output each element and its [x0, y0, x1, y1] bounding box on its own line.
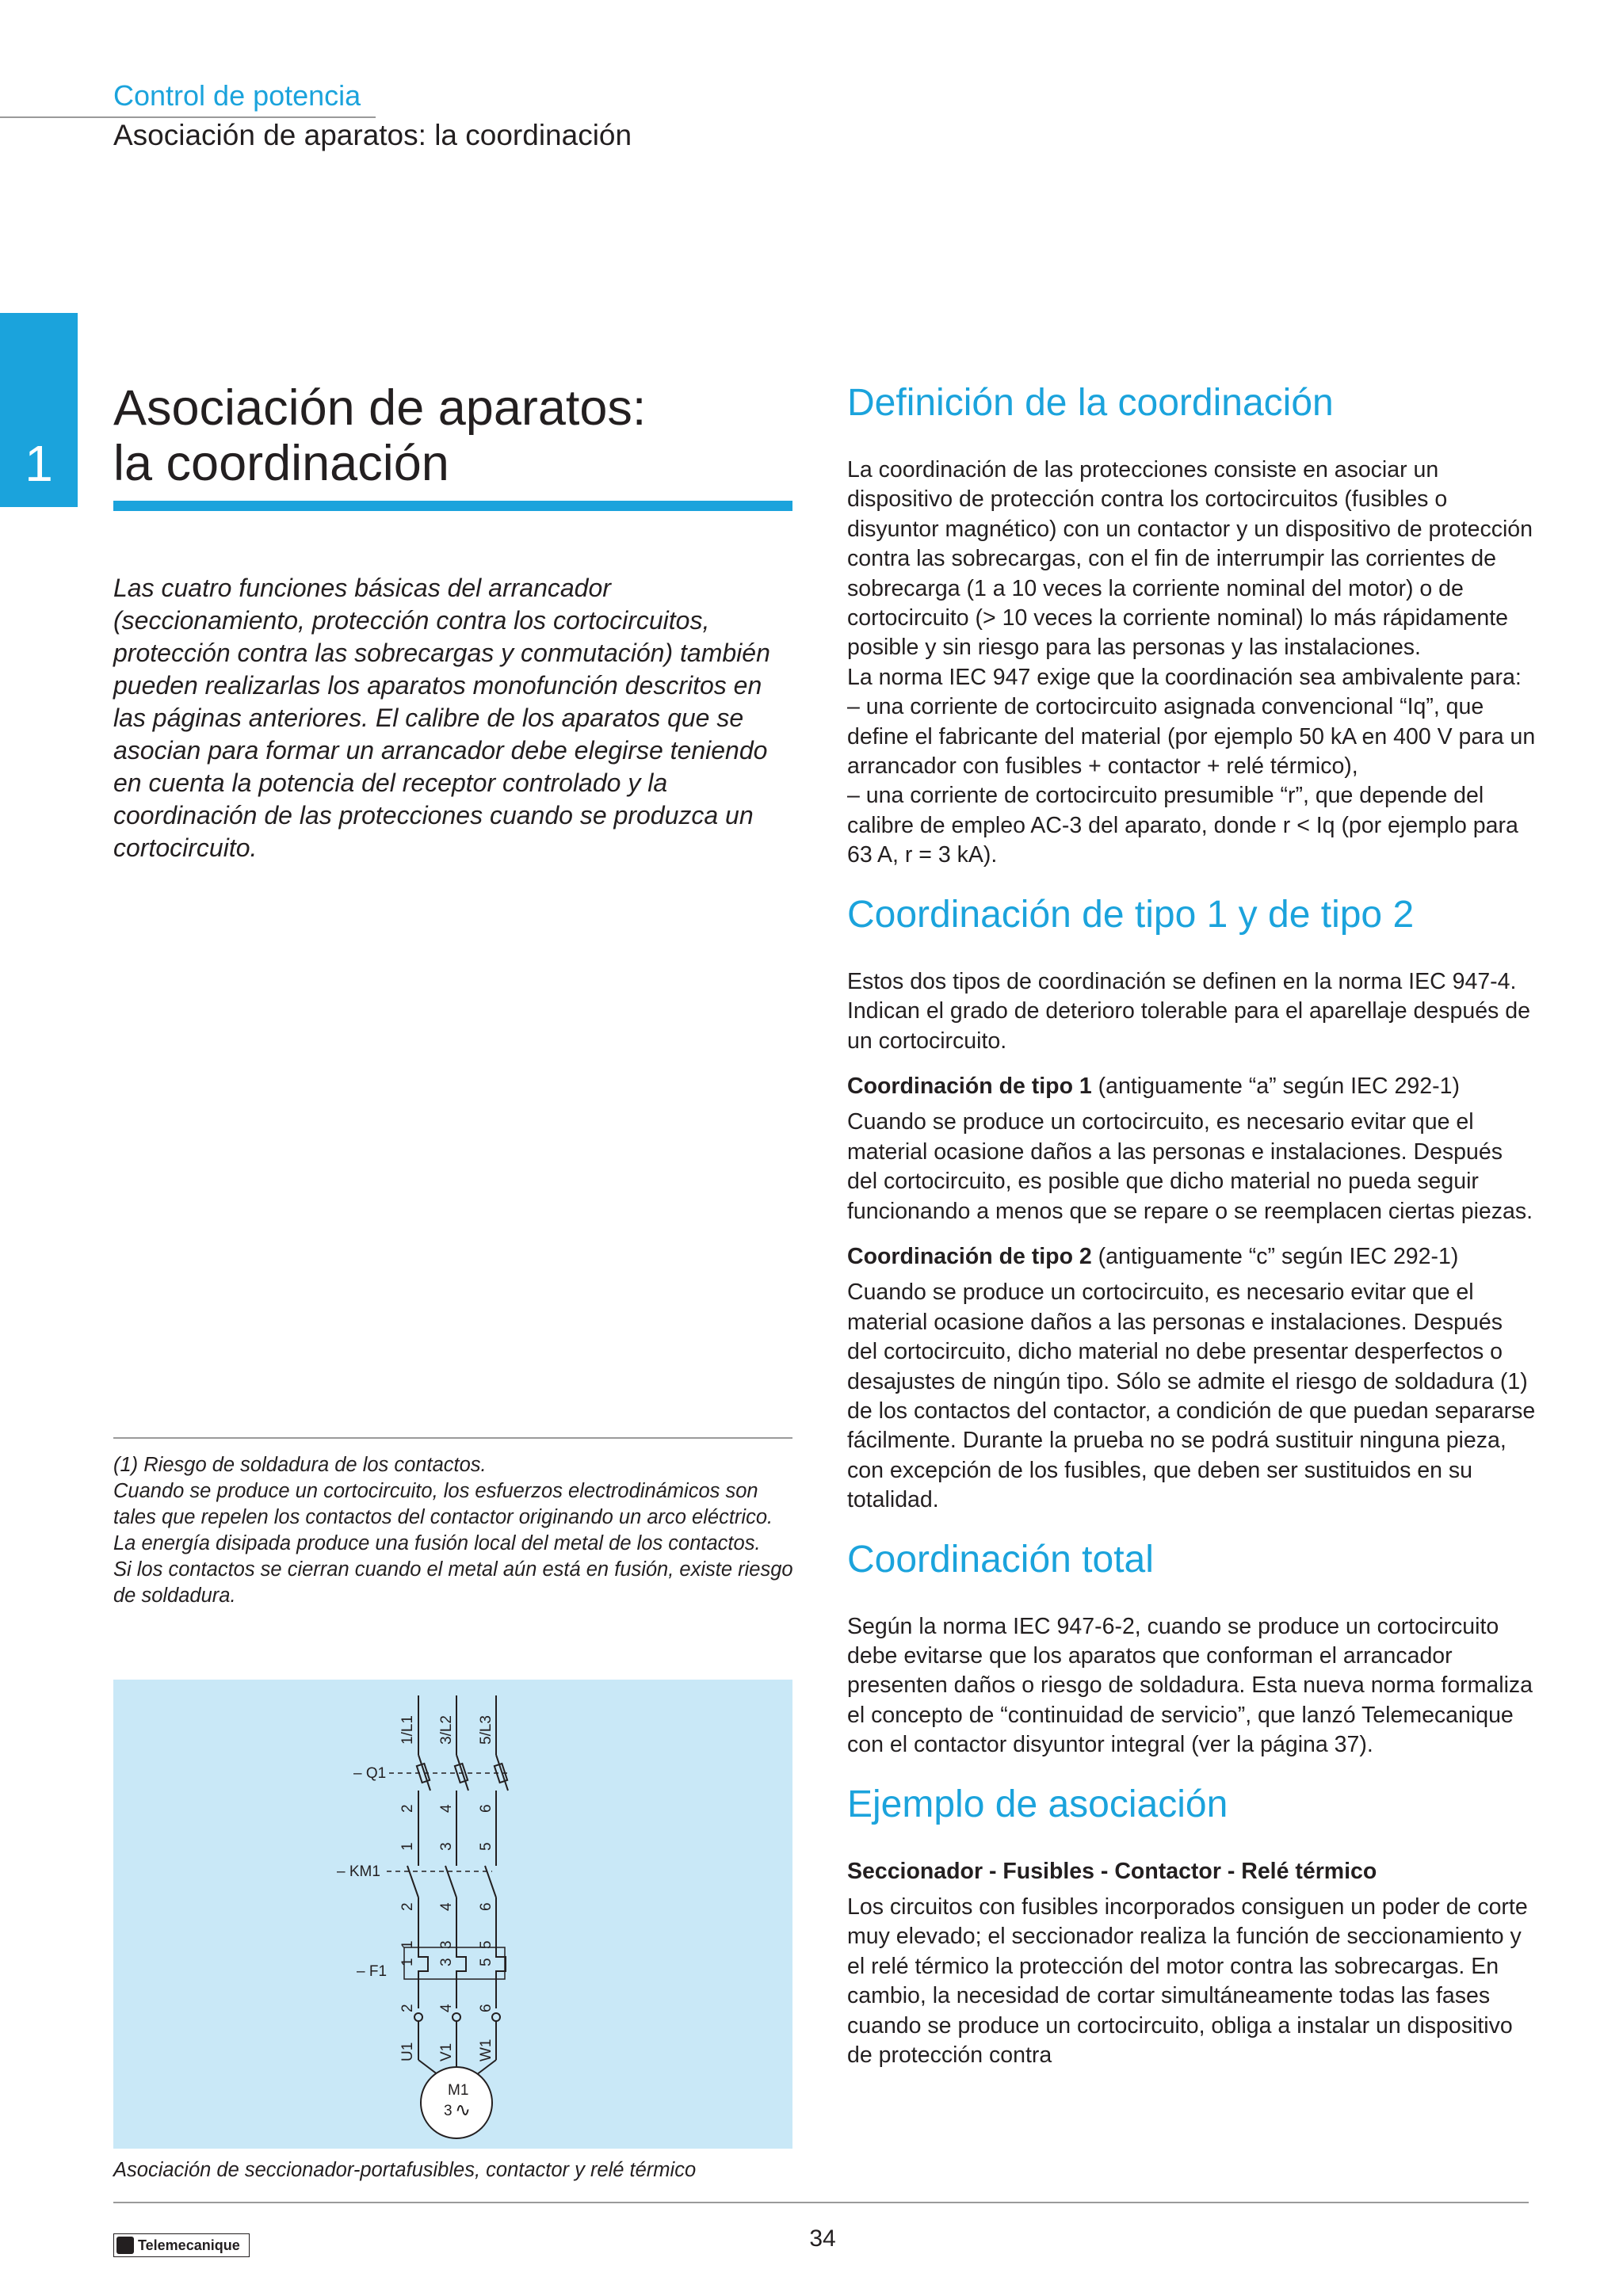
subheading-tipo1-note: (antiguamente “a” según IEC 292-1)	[1091, 1073, 1460, 1099]
supply-terminal-label: 5/L3	[478, 1715, 495, 1745]
q1-label: – Q1	[353, 1765, 387, 1782]
km1-label: – KM1	[337, 1863, 380, 1880]
km1-terminal: 1	[399, 1940, 416, 1949]
f1-terminal: 3	[438, 1958, 455, 1966]
paragraph: Cuando se produce un cortocircuito, es necesario evitar que el material ocasione daños a las personas e instalaciones. Después del cortocircuito, es posible que dicho material no pueda seguir funcionando a menos que se repare o se reemplacen ciertas piezas.	[847, 1109, 1533, 1224]
footnote-paragraph: Si los contactos se cierran cuando el metal aún está en fusión, existe riesgo de soldadura.	[113, 1558, 793, 1607]
footnote-divider	[113, 1437, 792, 1439]
intro-paragraph: Las cuatro funciones básicas del arrancador (seccionamiento, protección contra los cortocircuitos, protección contra las sobrecargas y conmutación) también pueden realizarlas los aparatos monofunción descritos en las páginas anteriores. El calibre de los aparatos que se asocian para formar un arrancador debe elegirse teniendo en cuenta la potencia del receptor controlado y la coordinación de las protecciones cuando se produzca un cortocircuito.	[113, 574, 770, 862]
q1-fuse-switch	[389, 1755, 510, 1850]
logo-mark-icon	[116, 2237, 134, 2254]
q1-terminal: 3	[438, 1842, 455, 1851]
km1-contactor	[387, 1850, 496, 1949]
f1-thermal-relay	[404, 1947, 506, 2008]
footnote-title: (1) Riesgo de soldadura de los contactos.	[113, 1454, 487, 1476]
paragraph: Los circuitos con fusibles incorporados consiguen un poder de corte muy elevado; el seccionador realiza la función de seccionamiento y el relé térmico la protección del motor contra las sobrecargas. En cambio, la necesidad de cortar simultáneamente todas las fases cuando se produce un cortocircuito, obliga a instalar un dispositivo de protección contra	[847, 1894, 1528, 2069]
km1-terminal: 2	[399, 1902, 416, 1911]
subheading-tipo1	[847, 1072, 1537, 1101]
q1-terminal: 2	[399, 1804, 416, 1813]
km1-terminal: 3	[438, 1940, 455, 1949]
page-number: 34	[809, 2225, 836, 2252]
heading-definicion: Definición de la coordinación	[847, 382, 1334, 424]
subheading-tipo2-note: (antiguamente “c” según IEC 292-1)	[1091, 1243, 1459, 1269]
f1-terminal: 4	[438, 2004, 455, 2012]
title-underline	[113, 501, 792, 511]
header-divider	[0, 116, 376, 118]
f1-terminal: 5	[478, 1958, 495, 1966]
page-title	[113, 380, 795, 491]
q1-terminal: 6	[478, 1804, 495, 1813]
km1-terminal: 6	[478, 1902, 495, 1911]
f1-terminal: 2	[399, 2004, 416, 2012]
paragraph: – una corriente de cortocircuito presumible “r”, que depende del calibre de empleo AC-3 del aparato, donde r < Iq (por ejemplo para 63 A, r = 3 kA).	[847, 783, 1518, 868]
header-title: Asociación de aparatos: la coordinación	[113, 119, 632, 151]
right-column	[847, 384, 1537, 2070]
page-title-line-2: la coordinación	[113, 436, 449, 491]
diagram-caption: Asociación de seccionador-portafusibles, contactor y relé térmico	[113, 2159, 697, 2181]
paragraph: – una corriente de cortocircuito asignada convencional “Iq”, que define el fabricante del material (por ejemplo 50 kA en 400 V para un arrancador con fusibles + contactor + relé térmico),	[847, 694, 1536, 780]
subheading-ejemplo-label: Seccionador - Fusibles - Contactor - Relé térmico	[847, 1858, 1377, 1884]
km1-terminal: 5	[478, 1940, 495, 1949]
chapter-number: 1	[25, 435, 53, 492]
paragraph: La coordinación de las protecciones consiste en asociar un dispositivo de protección contra los cortocircuitos (fusibles o disyuntor magnético) con un contactor y un dispositivo de protección contra las sobrecargas, con el fin de interrumpir las corrientes de sobrecarga (1 a 10 veces la corriente nominal del motor) o de cortocircuito (> 10 veces la corriente nominal) lo más rápidamente posible y sin riesgo para las personas y las instalaciones.	[847, 457, 1533, 661]
motor-terminal-label: U1	[399, 2042, 416, 2061]
footnote-paragraph: Cuando se produce un cortocircuito, los esfuerzos electrodinámicos son tales que repelen los contactos del contactor originando un arco eléctrico. La energía disipada produce una fusión local del metal de los contactos.	[113, 1480, 773, 1554]
f1-label: – F1	[357, 1963, 388, 1980]
heading-ejemplo: Ejemplo de asociación	[847, 1783, 1228, 1825]
page-title-line-1: Asociación de aparatos:	[113, 380, 647, 436]
q1-terminal: 5	[478, 1842, 495, 1851]
motor-phase: 3	[444, 2103, 453, 2119]
motor-terminal-label: W1	[478, 2039, 495, 2061]
subheading-ejemplo	[847, 1857, 1537, 1886]
f1-terminal: 6	[478, 2004, 495, 2012]
subheading-tipo1-label: Coordinación de tipo 1	[847, 1073, 1092, 1099]
q1-terminal: 4	[438, 1804, 455, 1813]
telemecanique-logo	[113, 2233, 250, 2257]
circuit-diagram	[113, 1680, 792, 2149]
motor-terminal-label: V1	[438, 2042, 455, 2061]
paragraph: Según la norma IEC 947-6-2, cuando se produce un cortocircuito debe evitarse que los aparatos que conforman el arrancador presenten daños o riesgo de soldadura. Esta nueva norma formaliza el concepto de “continuidad de servicio”, que lanzó Telemecanique con el contactor disyuntor integral (ver la página 37).	[847, 1613, 1533, 1758]
heading-tipos: Coordinación de tipo 1 y de tipo 2	[847, 893, 1415, 936]
logo-text: Telemecanique	[138, 2237, 240, 2253]
km1-terminal: 4	[438, 1902, 455, 1911]
paragraph: Estos dos tipos de coordinación se definen en la norma IEC 947-4. Indican el grado de deterioro tolerable para el aparellaje después de un cortocircuito.	[847, 968, 1530, 1054]
paragraph: La norma IEC 947 exige que la coordinación sea ambivalente para:	[847, 664, 1522, 690]
footnote	[113, 1452, 795, 1609]
f1-terminal: 1	[399, 1958, 416, 1966]
header-section: Control de potencia	[113, 79, 361, 112]
heading-total: Coordinación total	[847, 1538, 1154, 1581]
subheading-tipo2	[847, 1242, 1537, 1272]
supply-terminal-label: 1/L1	[399, 1715, 416, 1745]
footer-divider	[113, 2202, 1529, 2203]
supply-terminal-label: 3/L2	[438, 1715, 455, 1745]
q1-terminal: 1	[399, 1842, 416, 1851]
motor-ac-icon: ∿	[455, 2100, 472, 2121]
motor-name: M1	[448, 2082, 469, 2099]
subheading-tipo2-label: Coordinación de tipo 2	[847, 1243, 1092, 1269]
paragraph: Cuando se produce un cortocircuito, es necesario evitar que el material ocasione daños a las personas e instalaciones. Después del cortocircuito, dicho material no debe presentar desperfectos o desajustes de ningún tipo. Sólo se admite el riesgo de soldadura (1) de los contactos del contactor, a condición de que puedan separarse fácilmente. Durante la prueba no se podrá sustituir ninguna pieza, con excepción de los fusibles, que deben ser sustituidos en su totalidad.	[847, 1280, 1536, 1513]
